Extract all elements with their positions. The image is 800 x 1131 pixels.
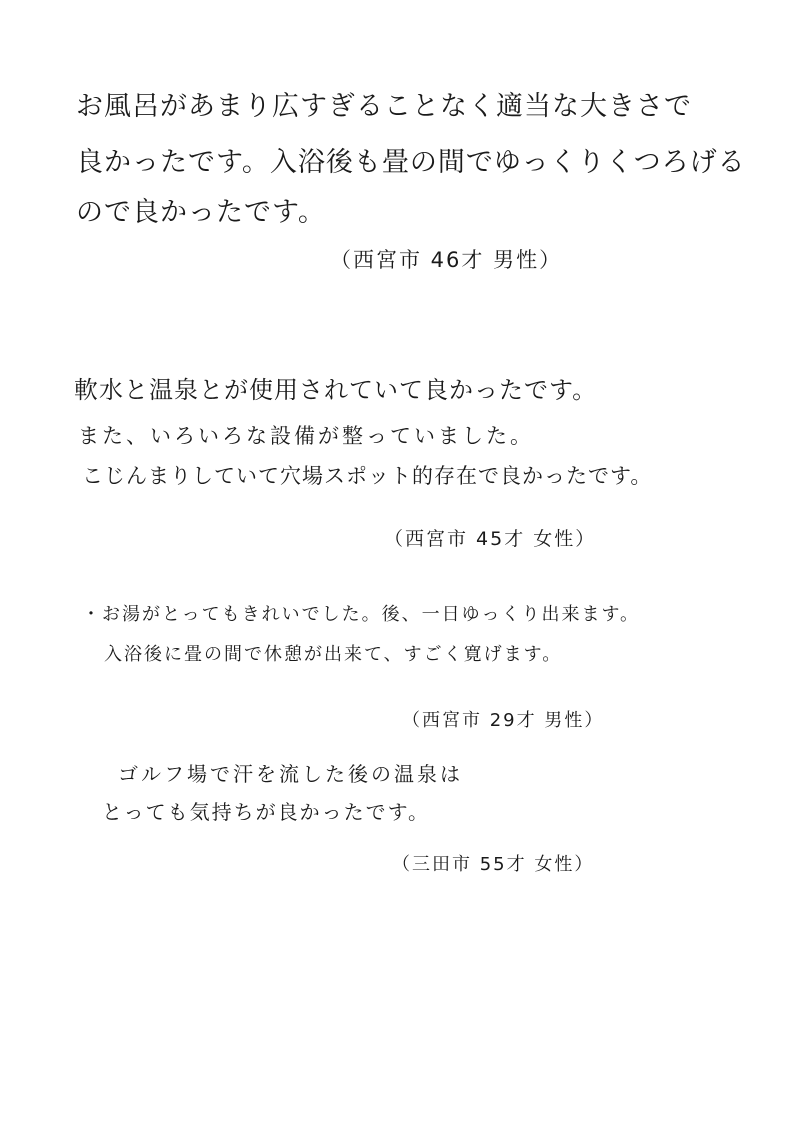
comment-1-attribution: （西宮市 46才 男性） xyxy=(330,248,563,272)
comment-4-line-2: とっても気持ちが良かったです。 xyxy=(102,800,430,824)
comment-1-line-1: お風呂があまり広すぎることなく適当な大きさで xyxy=(76,91,692,122)
comment-3-line-1: ・お湯がとってもきれいでした。後、一日ゆっくり出来ます。 xyxy=(82,604,641,625)
comment-2-line-1: 軟水と温泉とが使用されていて良かったです。 xyxy=(74,376,598,404)
comment-3-line-2: 入浴後に畳の間で休憩が出来て、すごく寛げます。 xyxy=(104,644,563,665)
comment-1-line-2: 良かったです。入浴後も畳の間でゆっくりくつろげる xyxy=(76,147,746,178)
comment-2-line-3: こじんまりしていて穴場スポット的存在で良かったです。 xyxy=(82,464,653,488)
comment-2-attribution: （西宮市 45才 女性） xyxy=(384,528,597,550)
comment-2-line-2: また、いろいろな設備が整っていました。 xyxy=(78,424,534,448)
comment-4-line-1: ゴルフ場で汗を流した後の温泉は xyxy=(118,762,463,786)
comment-4-attribution: （三田市 55才 女性） xyxy=(392,854,595,875)
comment-1-line-3: ので良かったです。 xyxy=(76,197,326,228)
comment-3-attribution: （西宮市 29才 男性） xyxy=(402,710,605,731)
